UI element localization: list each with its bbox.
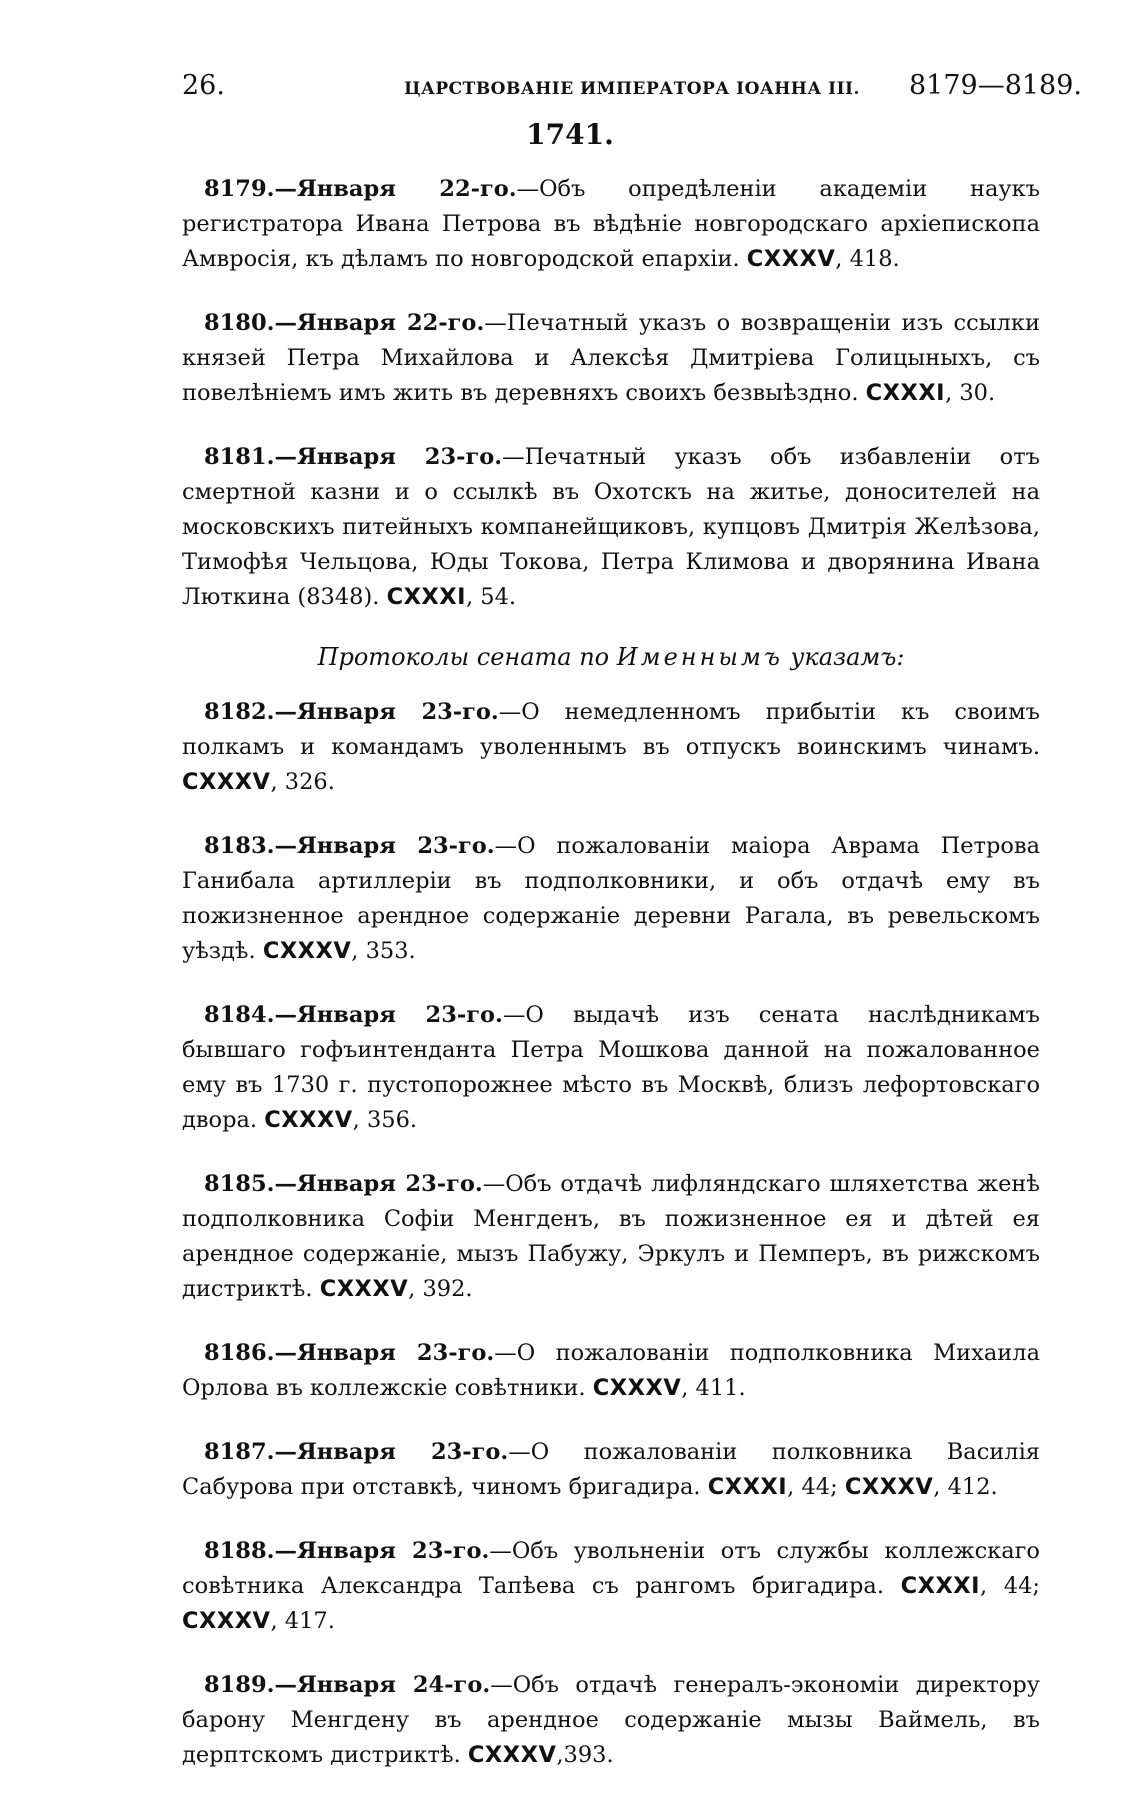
entry-8179: [182, 172, 1040, 277]
entry-text: —Объ увольненіи отъ службы коллежскаго совѣтника Александра Тапѣева съ рангомъ бригадира.: [182, 1538, 1040, 1599]
page-number: 26.: [182, 70, 225, 101]
entry-text: —О пожалованіи полковника Василія Сабурова при отставкѣ, чиномъ бригадира.: [182, 1439, 1040, 1500]
entry-text: —Печатный указъ о возвращеніи изъ ссылки князей Петра Михайлова и Алексѣя Дмитріева Голицыныхъ, съ повелѣніемъ имъ жить въ деревняхъ своихъ безвыѣздно.: [182, 310, 1040, 406]
entry-number: 8184.: [204, 1002, 275, 1028]
entry-text: —О пожалованіи подполковника Михаила Орлова въ коллежскіе совѣтники.: [182, 1340, 1040, 1401]
entry-date: —Января 23-го.: [274, 1002, 503, 1028]
entry-number: 8185.: [204, 1171, 275, 1197]
volume-ref-2: CXXXV: [182, 1608, 271, 1634]
entry-8185: [182, 1167, 1040, 1307]
entry-8180: [182, 306, 1040, 411]
entries-body: [182, 172, 1040, 1802]
page-ref: , 392.: [408, 1276, 473, 1302]
page-ref-2: , 417.: [270, 1608, 335, 1634]
volume-ref: CXXXV: [592, 1375, 682, 1401]
entry-date: —Января 22-го.: [274, 176, 517, 202]
volume-ref: CXXXI: [707, 1474, 788, 1500]
page-ref: , 54.: [466, 584, 517, 610]
subheading-part2: Именнымъ: [616, 643, 783, 671]
entry-date: —Января 23-го.: [274, 1538, 490, 1564]
volume-ref: CXXXV: [467, 1742, 557, 1768]
entry-number: 8181.: [204, 444, 275, 470]
page-header: [182, 70, 1082, 106]
volume-ref: CXXXV: [262, 938, 352, 964]
subheading-part1: Протоколы сената по: [317, 643, 617, 671]
entry-8188: [182, 1534, 1040, 1639]
volume-ref: CXXXI: [386, 584, 466, 610]
volume-ref: CXXXV: [182, 769, 271, 795]
page-ref: , 418.: [835, 246, 900, 272]
entry-date: —Января 23-го.: [274, 1439, 509, 1465]
entry-8183: [182, 829, 1040, 969]
entry-text: —Объ отдачѣ лифляндскаго шляхетства женѣ подполковника Софіи Менгденъ, въ пожизненное ея и дѣтей ея арендное содержаніе, мызъ Пабужу, Эркулъ и Пемперъ, въ рижскомъ дистриктѣ.: [182, 1171, 1040, 1302]
subheading-part3: указамъ:: [782, 643, 905, 671]
entry-text: —О пожалованіи маіора Аврама Петрова Ганибала артиллеріи въ подполковники, и объ отдачѣ ему въ пожизненное арендное содержаніе деревни Рагала, въ ревельскомъ уѣздѣ.: [182, 833, 1040, 964]
volume-ref-2: CXXXV: [844, 1474, 934, 1500]
page-ref: ,393.: [556, 1742, 614, 1768]
entry-text: —Объ отдачѣ генералъ-экономіи директору барону Менгдену въ арендное содержаніе мызы Ваймель, въ дерптскомъ дистриктѣ.: [182, 1672, 1040, 1768]
volume-ref: CXXXV: [746, 246, 836, 272]
volume-ref: CXXXI: [865, 380, 946, 406]
entry-date: —Января 23-го.: [274, 699, 499, 725]
entry-number: 8180.: [204, 310, 275, 336]
entry-8181: [182, 440, 1040, 615]
entry-number: 8188.: [204, 1538, 275, 1564]
page-ref-2: , 412.: [933, 1474, 998, 1500]
entry-number: 8186.: [204, 1340, 275, 1366]
entry-date: —Января 22-го.: [274, 310, 485, 336]
entry-date: —Января 24-го.: [274, 1672, 491, 1698]
volume-ref: CXXXV: [264, 1107, 353, 1133]
entry-8186: [182, 1336, 1040, 1406]
entry-8187: [182, 1435, 1040, 1505]
page-ref: , 353.: [351, 938, 416, 964]
entry-date: —Января 23-го.: [274, 833, 495, 859]
page-ref: , 44;: [980, 1573, 1041, 1599]
entry-8184: [182, 998, 1040, 1138]
page-ref: , 326.: [270, 769, 335, 795]
entry-number: 8189.: [204, 1672, 275, 1698]
entry-date: —Января 23-го.: [274, 1171, 483, 1197]
entry-8189: [182, 1668, 1040, 1773]
volume-ref: CXXXV: [319, 1276, 409, 1302]
entry-text: —О выдачѣ изъ сената наслѣдникамъ бывшаго гофъинтенданта Петра Мошкова данной на пожалованное ему въ 1730 г. пустопорожнее мѣсто въ Москвѣ, близъ лефортовскаго двора.: [182, 1002, 1040, 1133]
entry-text: —О немедленномъ прибытіи къ своимъ полкамъ и командамъ уволеннымъ въ отпускъ воинскимъ чинамъ.: [182, 699, 1040, 760]
entry-number: 8182.: [204, 699, 275, 725]
section-subheading: [182, 640, 1040, 675]
page-ref: , 356.: [352, 1107, 418, 1133]
entry-number: 8187.: [204, 1439, 275, 1465]
entry-range: 8179—8189.: [908, 70, 1082, 101]
entry-number: 8183.: [204, 833, 275, 859]
entry-date: —Января 23-го.: [274, 1340, 495, 1366]
entry-date: —Января 23-го.: [274, 444, 503, 470]
entry-8182: [182, 695, 1040, 800]
entry-text: —Печатный указъ объ избавленіи отъ смертной казни и о ссылкѣ въ Охотскъ на житье, доносителей на московскихъ питейныхъ компанейщиковъ, купцовъ Дмитрія Желѣзова, Тимофѣя Чельцова, Юды Токова, Петра Климова и дворянина Ивана Люткина (8348).: [182, 444, 1040, 610]
entry-number: 8179.: [204, 176, 275, 202]
page-ref: , 30.: [945, 380, 996, 406]
page-ref: , 44;: [787, 1474, 845, 1500]
year-heading: 1741.: [526, 118, 614, 151]
volume-ref: CXXXI: [900, 1573, 981, 1599]
page-ref: , 411.: [681, 1375, 746, 1401]
entry-text: —Объ опредѣленіи академіи наукъ регистратора Ивана Петрова въ вѣдѣніе новгородскаго архіепископа Амвросія, къ дѣламъ по новгородской епархіи.: [182, 176, 1040, 272]
running-title: ЦАРСТВОВАНІЕ ИМПЕРАТОРА ІОАННА III.: [404, 79, 860, 99]
